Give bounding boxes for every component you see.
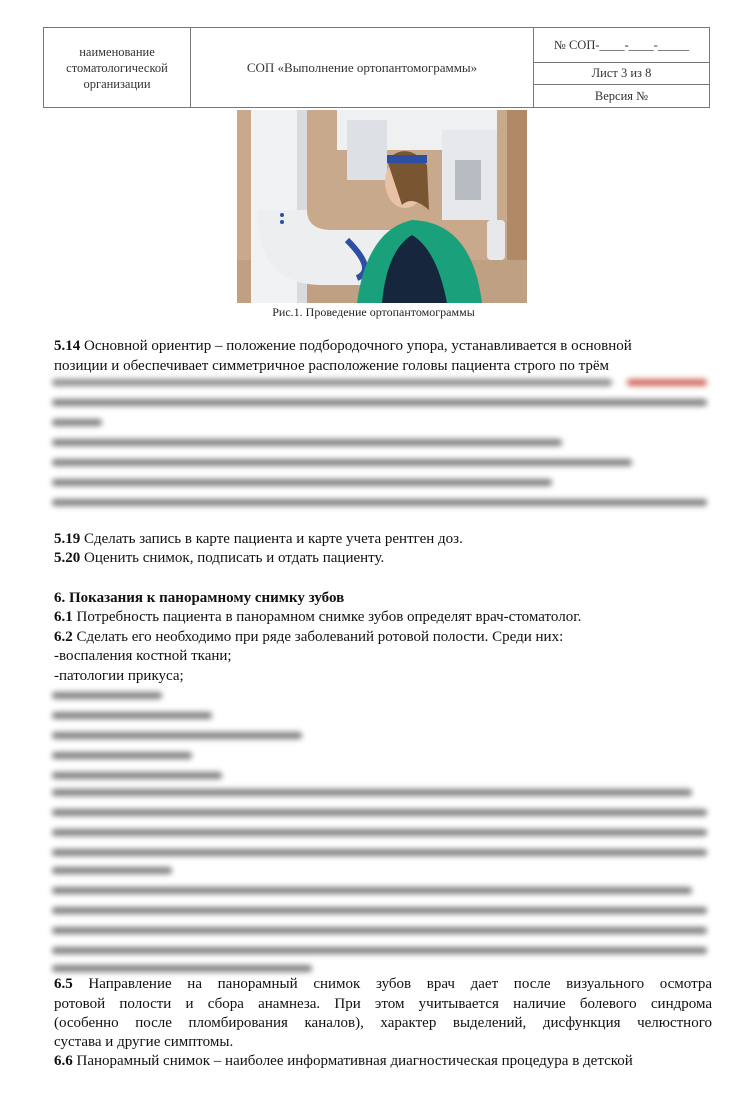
section-6-heading <box>54 589 712 608</box>
paragraph-5-14-line-1 <box>54 337 712 356</box>
paragraph-6-5-line-1 <box>54 975 712 994</box>
sop-title-cell: СОП «Выполнение ортопантомограммы» <box>191 28 534 107</box>
item-number: 6.5 <box>54 976 73 992</box>
item-number: 5.20 <box>54 550 81 566</box>
item-number: 6.1 <box>54 609 73 625</box>
paragraph-text: Направление на панорамный снимок зубов врач дает после визуального осмотра <box>88 976 712 992</box>
redacted-text-block-1 <box>52 375 712 515</box>
paragraph-text: Основной ориентир – положение подбородочного упора, устанавливается в основной <box>84 338 632 354</box>
paragraph-text: Сделать его необходимо при ряде заболеваний ротовой полости. Среди них: <box>76 629 564 645</box>
list-item: -воспаления костной ткани; <box>54 648 232 664</box>
paragraph-6-2 <box>54 628 712 647</box>
redacted-list-items <box>52 686 452 781</box>
paragraph-5-14-line-2: позиции и обеспечивает симметричное расположение головы пациента строго по трём <box>54 358 610 374</box>
organization-name-cell: наименование стоматологической организации <box>44 28 191 107</box>
paragraph-5-20 <box>54 549 712 568</box>
sheet-number: Лист 3 из 8 <box>534 63 709 85</box>
heading-text: 6. Показания к панорамному снимку зубов <box>54 590 345 606</box>
figure-caption: Рис.1. Проведение ортопантомограммы <box>272 305 475 319</box>
paragraph-text: Сделать запись в карте пациента и карте учета рентген доз. <box>84 531 463 547</box>
paragraph-text: Панорамный снимок – наиболее информативная диагностическая процедура в детской <box>76 1053 633 1069</box>
version-number: Версия № <box>594 88 649 103</box>
paragraph-6-5-line-4: сустава и другие симптомы. <box>54 1034 234 1050</box>
item-number: 5.14 <box>54 338 81 354</box>
item-number: 5.19 <box>54 531 81 547</box>
paragraph-6-5-line-2: ротовой полости и сбора анамнеза. При этом учитывается наличие болевого синдрома <box>54 996 712 1012</box>
orthopantomography-photo <box>237 110 527 303</box>
redacted-paragraphs-6-3-6-4 <box>52 783 712 973</box>
item-number: 6.6 <box>54 1053 73 1069</box>
list-item: -патологии прикуса; <box>54 668 184 684</box>
paragraph-6-6-line-1 <box>54 1052 712 1071</box>
paragraph-6-5-line-3: (особенно после пломбирования каналов), характер выделений, дисфункция челюстного <box>54 1015 712 1031</box>
item-number: 6.2 <box>54 629 73 645</box>
paragraph-text: Потребность пациента в панорамном снимке зубов определят врач-стоматолог. <box>76 609 582 625</box>
paragraph-text: Оценить снимок, подписать и отдать пациенту. <box>84 550 385 566</box>
header-meta-cell <box>534 28 709 107</box>
paragraph-5-19 <box>54 530 712 549</box>
document-header-table <box>43 27 710 108</box>
sop-number: № СОП-____-____-_____ <box>534 28 709 63</box>
paragraph-6-1 <box>54 608 712 627</box>
